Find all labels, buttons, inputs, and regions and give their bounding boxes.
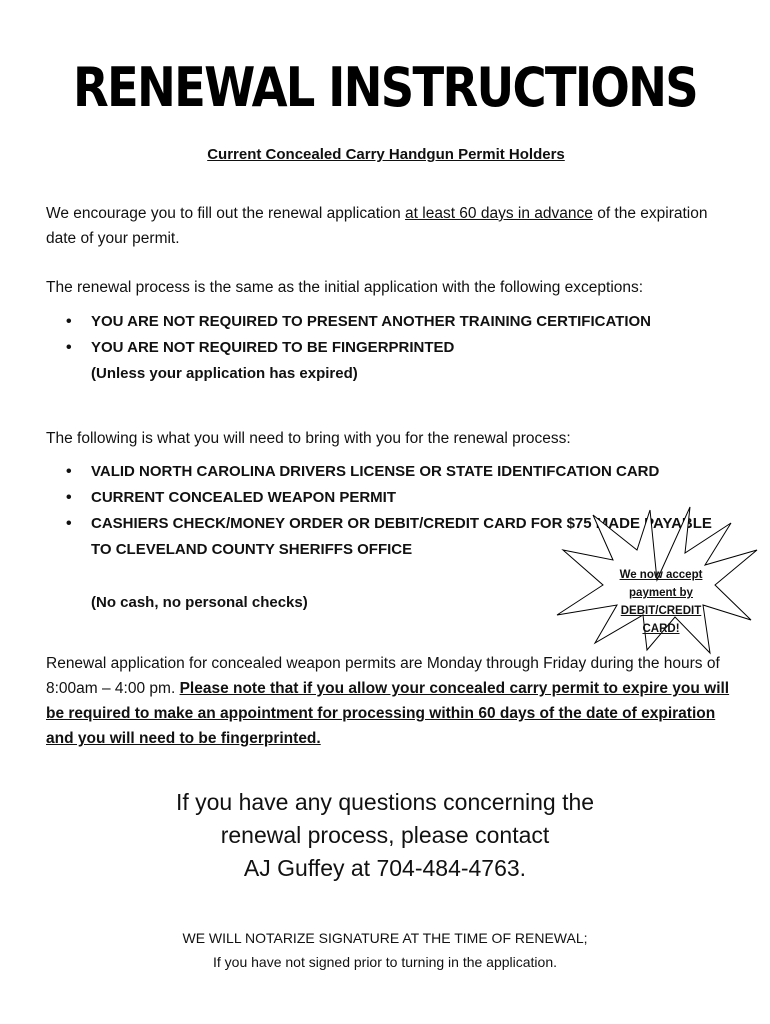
starburst-line: DEBIT/CREDIT <box>620 605 702 617</box>
exceptions-note: (Unless your application has expired) <box>91 365 358 382</box>
notary-block <box>0 926 770 974</box>
intro-text-start: We encourage you to fill out the renewal application <box>46 205 406 222</box>
bring-intro: The following is what you will need to bring with you for the renewal process: <box>46 430 571 447</box>
intro-paragraph <box>46 201 736 251</box>
contact-block <box>0 786 770 885</box>
exceptions-list <box>64 309 744 361</box>
notary-line: If you have not signed prior to turning in the application. <box>213 954 557 970</box>
contact-line: If you have any questions concerning the <box>175 789 595 815</box>
contact-line: AJ Guffey at 704-484-4763. <box>243 855 527 881</box>
page-subtitle: Current Concealed Carry Handgun Permit Holders <box>207 146 565 163</box>
page-title: RENEWAL INSTRUCTIONS <box>72 56 698 119</box>
list-item: • CURRENT CONCEALED WEAPON PERMIT <box>64 485 744 511</box>
hours-text: Renewal application for concealed weapon permits are Monday through Friday during the hours of 8:00am – 4:00 pm. <box>46 655 720 697</box>
starburst-line: payment by <box>629 587 693 599</box>
starburst-text <box>597 566 725 638</box>
starburst-line: We now accept <box>619 569 703 581</box>
expiration-warning: Please note that if you allow your concealed carry permit to expire you will be required to make an appointment for processing within 60 days of the date of expiration and you will need to be fingerprinted. <box>46 680 730 747</box>
list-item: • CASHIERS CHECK/MONEY ORDER OR DEBIT/CREDIT CARD FOR $75 MADE PAYABLE TO CLEVELAND COUNTY SHERIFFS OFFICE <box>64 511 731 563</box>
notary-line: WE WILL NOTARIZE SIGNATURE AT THE TIME OF RENEWAL; <box>182 930 588 946</box>
list-item: • VALID NORTH CAROLINA DRIVERS LICENSE OR STATE IDENTIFCATION CARD <box>64 459 701 485</box>
contact-line: renewal process, please contact <box>220 822 550 848</box>
hours-paragraph <box>46 651 736 751</box>
list-item: • YOU ARE NOT REQUIRED TO PRESENT ANOTHER TRAINING CERTIFICATION <box>64 309 744 335</box>
list-item: • YOU ARE NOT REQUIRED TO BE FINGERPRINTED <box>64 335 744 361</box>
intro-emphasis: at least 60 days in advance <box>405 205 593 222</box>
starburst-line: CARD! <box>642 623 680 635</box>
bring-note: (No cash, no personal checks) <box>91 594 308 611</box>
exceptions-intro: The renewal process is the same as the initial application with the following exceptions: <box>46 279 644 296</box>
intro-text-end: of the expiration date of your permit. <box>46 205 708 247</box>
